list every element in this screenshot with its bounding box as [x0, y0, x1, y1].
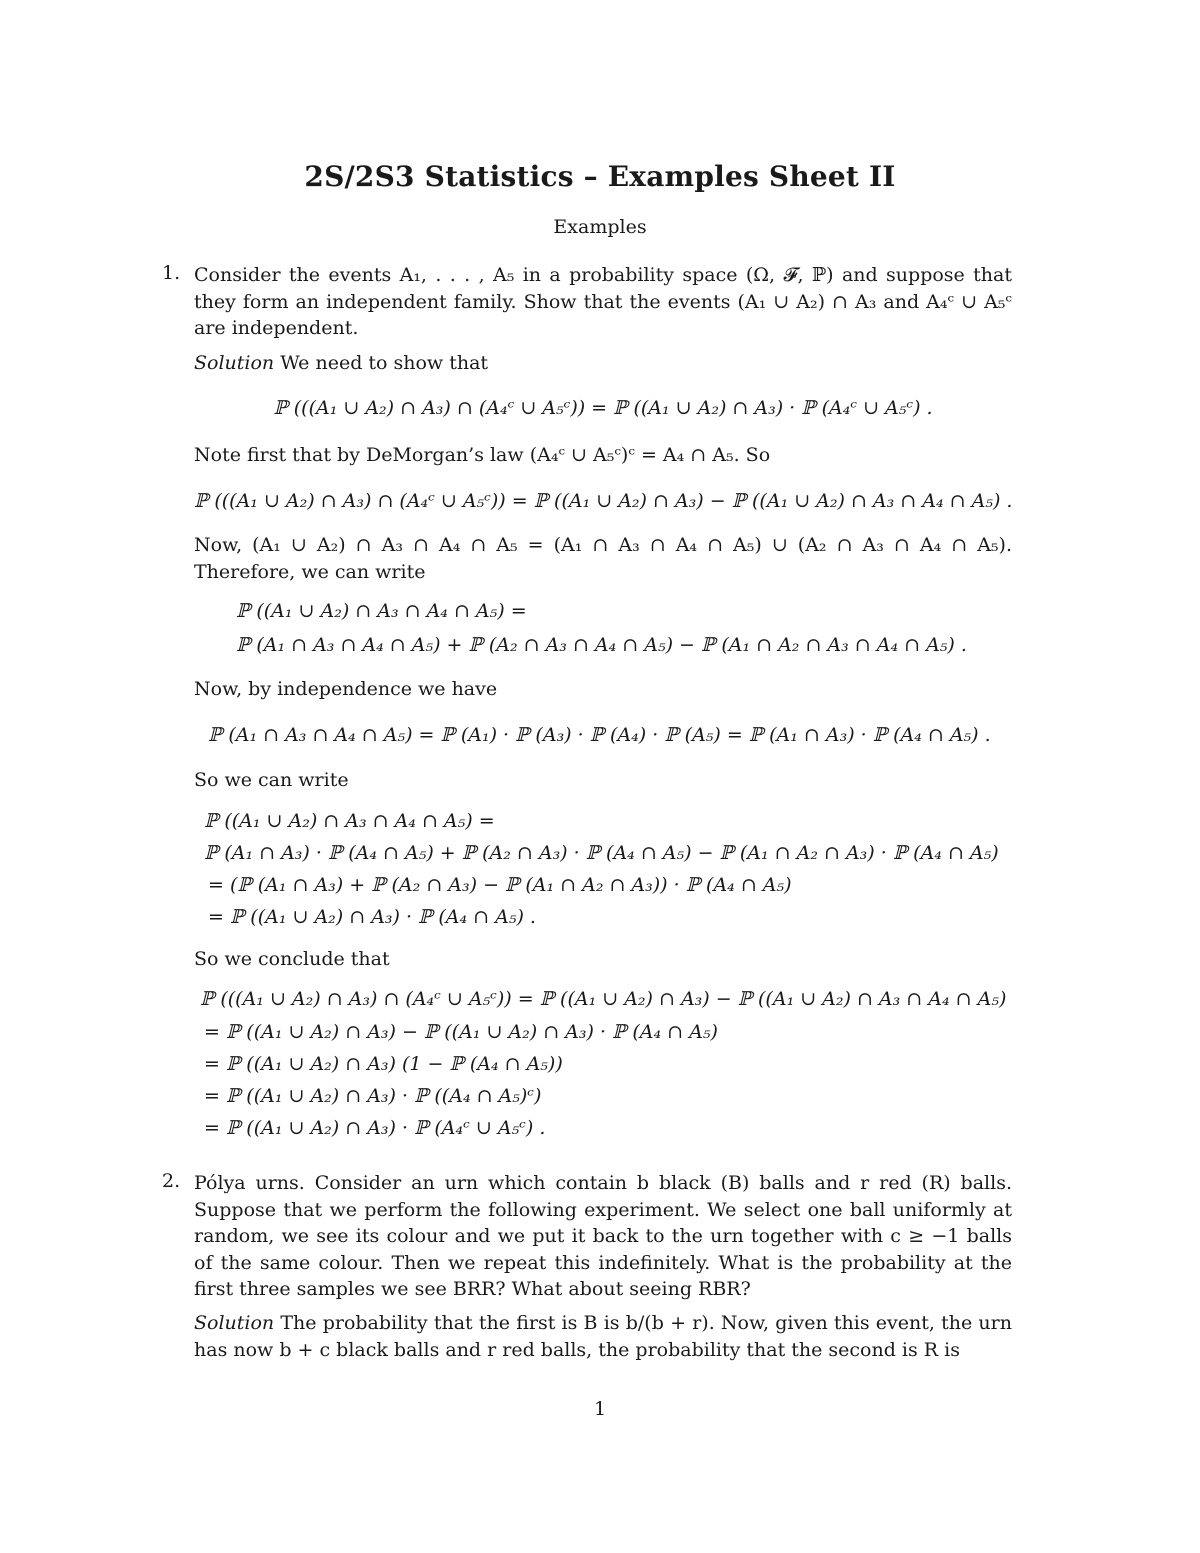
equation-independence: ℙ (A₁ ∩ A₃ ∩ A₄ ∩ A₅) = ℙ (A₁) · ℙ (A₃) · ℙ (A₄) · ℙ (A₅) = ℙ (A₁ ∩ A₃) · ℙ (A₄ ∩ A₅) .	[208, 724, 991, 746]
solution-label: Solution	[194, 352, 275, 374]
equation-conclude-1: ℙ (((A₁ ∪ A₂) ∩ A₃) ∩ (A₄ᶜ ∪ A₅ᶜ)) = ℙ ((A₁ ∪ A₂) ∩ A₃) − ℙ ((A₁ ∪ A₂) ∩ A₃ ∩ A₄ ∩ A₅)	[200, 988, 1007, 1010]
equation-write-4: = ℙ ((A₁ ∪ A₂) ∩ A₃) · ℙ (A₄ ∩ A₅) .	[208, 906, 536, 928]
section-heading: Examples	[553, 216, 647, 238]
equation-inclusion-exclusion-1: ℙ ((A₁ ∪ A₂) ∩ A₃ ∩ A₄ ∩ A₅) =	[236, 600, 527, 622]
equation-conclude-2: = ℙ ((A₁ ∪ A₂) ∩ A₃) − ℙ ((A₁ ∪ A₂) ∩ A₃) · ℙ (A₄ ∩ A₅)	[204, 1021, 718, 1043]
problem-2-number: 2.	[162, 1170, 181, 1192]
problem-1-number: 1.	[162, 262, 181, 284]
equation-conclude-3: = ℙ ((A₁ ∪ A₂) ∩ A₃) (1 − ℙ (A₄ ∩ A₅))	[204, 1053, 563, 1075]
union-decomposition: Now, (A₁ ∪ A₂) ∩ A₃ ∩ A₄ ∩ A₅ = (A₁ ∩ A₃ ∩ A₄ ∩ A₅) ∪ (A₂ ∩ A₃ ∩ A₄ ∩ A₅). Therefore, we can write	[194, 534, 1012, 583]
problem-2-solution-text: The probability that the first is B is b/(b + r). Now, given this event, the urn has now b + c black balls and r red balls, the probability that the second is R is	[194, 1312, 1012, 1361]
equation-conclude-5: = ℙ ((A₁ ∪ A₂) ∩ A₃) · ℙ (A₄ᶜ ∪ A₅ᶜ) .	[204, 1117, 546, 1139]
independence-text: Now, by independence we have	[194, 678, 498, 700]
equation-inclusion-exclusion-2: ℙ (A₁ ∩ A₃ ∩ A₄ ∩ A₅) + ℙ (A₂ ∩ A₃ ∩ A₄ ∩ A₅) − ℙ (A₁ ∩ A₂ ∩ A₃ ∩ A₄ ∩ A₅) .	[236, 634, 967, 656]
equation-write-3: = (ℙ (A₁ ∩ A₃) + ℙ (A₂ ∩ A₃) − ℙ (A₁ ∩ A₂ ∩ A₃)) · ℙ (A₄ ∩ A₅)	[208, 874, 792, 896]
problem-2-statement: Pólya urns. Consider an urn which contain b black (B) balls and r red (R) balls. Suppose that we perform the following experiment. We select one ball uniformly at random, we see its colour and we put it back to the urn together with c ≥ −1 balls of the same colour. Then we repeat this indefinitely. What is the probability at the first three samples we see BRR? What about seeing RBR?	[194, 1172, 1012, 1301]
equation-write-1: ℙ ((A₁ ∪ A₂) ∩ A₃ ∩ A₄ ∩ A₅) =	[204, 810, 495, 832]
demorgan-note: Note first that by DeMorgan’s law (A₄ᶜ ∪ A₅ᶜ)ᶜ = A₄ ∩ A₅. So	[194, 444, 771, 466]
problem-1-statement: Consider the events A₁, . . . , A₅ in a probability space (Ω, 𝓕, ℙ) and suppose that they form an independent family. Show that the events (A₁ ∪ A₂) ∩ A₃ and A₄ᶜ ∪ A₅ᶜ are independent.	[194, 264, 1012, 340]
equation-write-2: ℙ (A₁ ∩ A₃) · ℙ (A₄ ∩ A₅) + ℙ (A₂ ∩ A₃) · ℙ (A₄ ∩ A₅) − ℙ (A₁ ∩ A₂ ∩ A₃) · ℙ (A₄ ∩ A₅)	[204, 842, 999, 864]
so-we-conclude: So we conclude that	[194, 948, 390, 970]
equation-goal: ℙ (((A₁ ∪ A₂) ∩ A₃) ∩ (A₄ᶜ ∪ A₅ᶜ)) = ℙ ((A₁ ∪ A₂) ∩ A₃) · ℙ (A₄ᶜ ∪ A₅ᶜ) .	[273, 397, 933, 419]
so-we-can-write: So we can write	[194, 769, 349, 791]
solution-label: Solution	[194, 1312, 275, 1334]
equation-conclude-4: = ℙ ((A₁ ∪ A₂) ∩ A₃) · ℙ ((A₄ ∩ A₅)ᶜ)	[204, 1085, 542, 1107]
equation-split: ℙ (((A₁ ∪ A₂) ∩ A₃) ∩ (A₄ᶜ ∪ A₅ᶜ)) = ℙ ((A₁ ∪ A₂) ∩ A₃) − ℙ ((A₁ ∪ A₂) ∩ A₃ ∩ A₄ ∩ A₅) .	[194, 490, 1013, 512]
problem-2-solution	[194, 1310, 1012, 1363]
solution-intro-text: We need to show that	[280, 352, 489, 374]
problem-1-solution-intro	[194, 350, 1012, 377]
page-title: 2S/2S3 Statistics – Examples Sheet II	[304, 160, 896, 193]
page-number: 1	[593, 1398, 607, 1420]
